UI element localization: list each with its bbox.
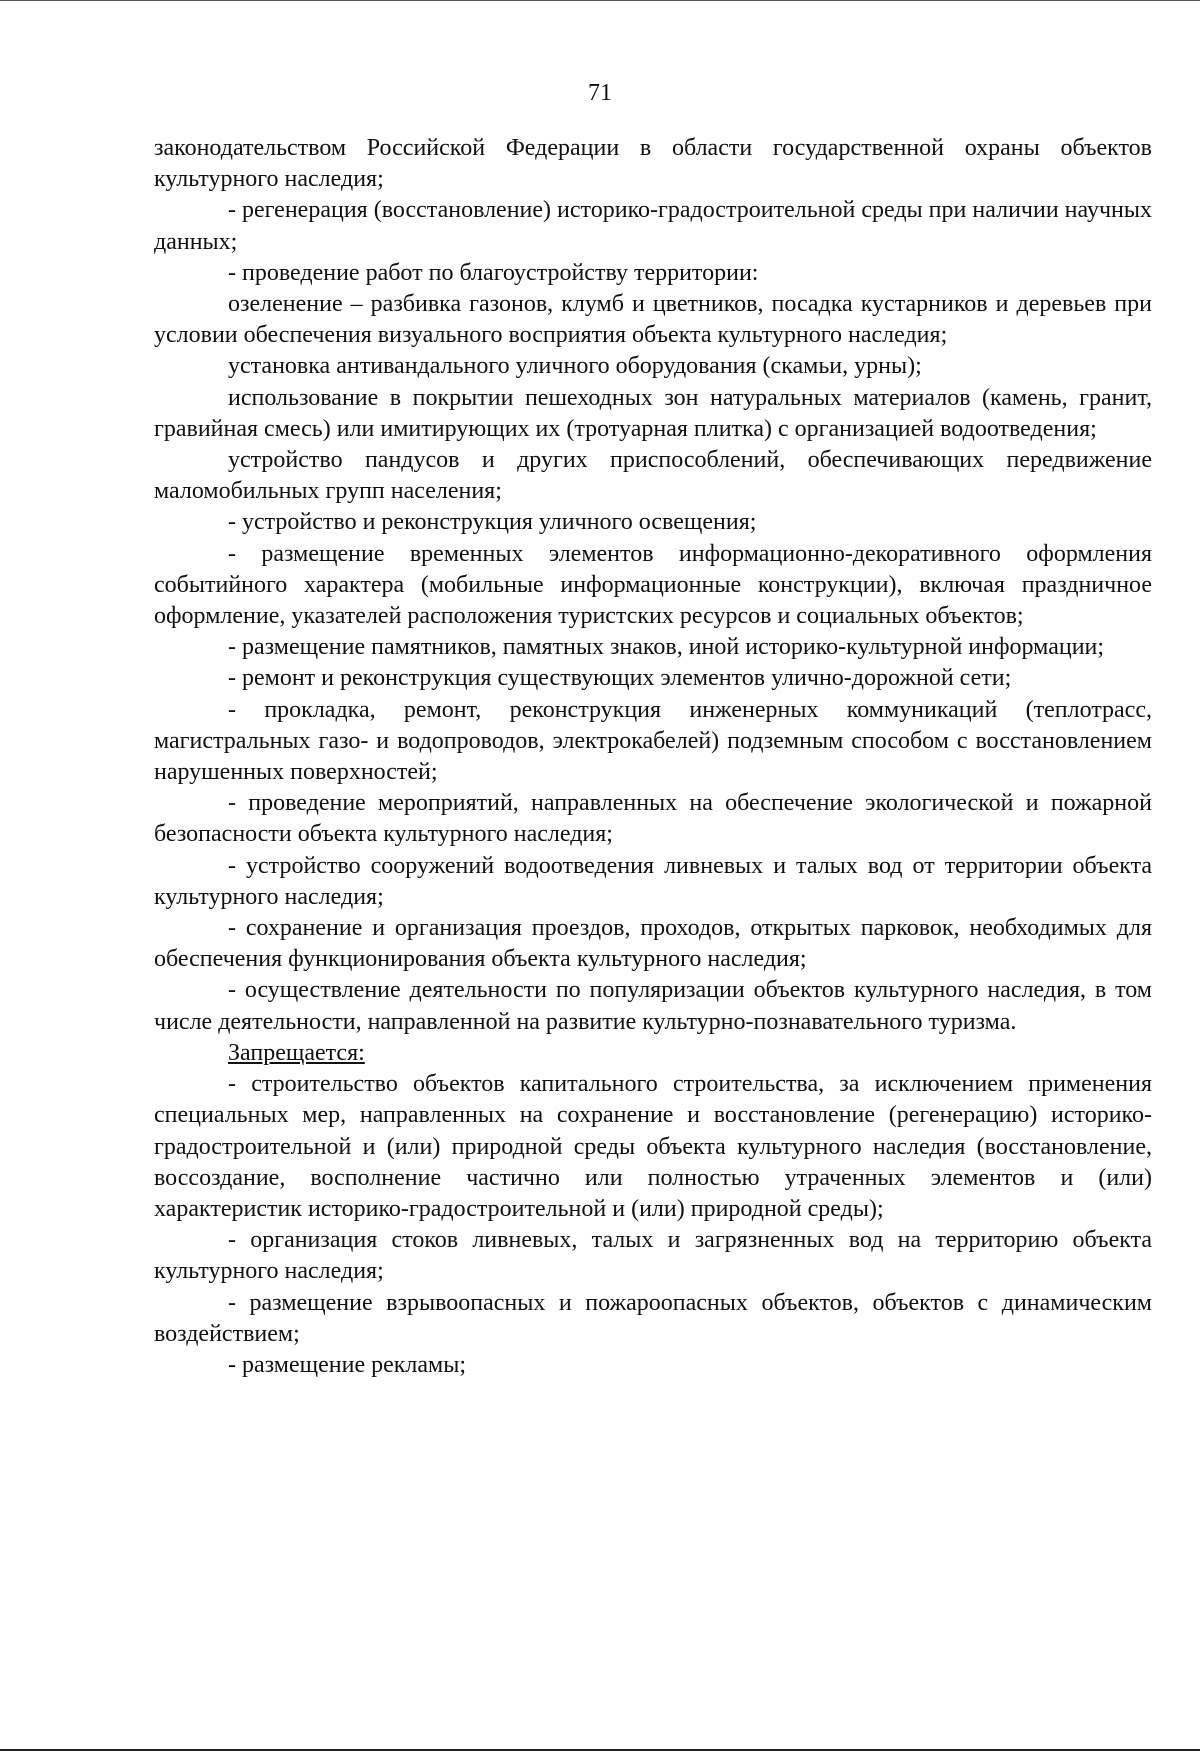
list-item: - строительство объектов капитального строительства, за исключением применения специальных мер, направленных на сохранение и восстановление (регенерацию) историко-градостроительной и (или) природной среды объекта культурного наследия (восстановление, воссоздание, восполнение частично или полностью утраченных элементов и (или) характеристик историко-градостроительной и (или) природной среды); [154, 1071, 1152, 1222]
list-item: - проведение мероприятий, направленных на обеспечение экологической и пожарной безопасности объекта культурного наследия; [154, 790, 1152, 848]
section-heading [154, 1038, 1152, 1069]
document-body [154, 133, 1152, 1381]
list-item: - размещение временных элементов информационно-декоративного оформления событийного характера (мобильные информационные конструкции), включая праздничное оформление, указателей расположения туристских ресурсов и социальных объектов; [154, 540, 1152, 630]
page-number: 71 [588, 80, 612, 106]
section-heading-text: Запрещается: [228, 1039, 365, 1066]
list-item: - проведение работ по благоустройству территории: [228, 259, 759, 286]
list-item: озеленение – разбивка газонов, клумб и цветников, посадка кустарников и деревьев при условии обеспечения визуального восприятия объекта культурного наследия; [154, 291, 1152, 349]
list-item: - размещение памятников, памятных знаков, иной историко-культурной информации; [228, 634, 1105, 661]
bottom-scan-line [0, 1749, 1200, 1751]
paragraph-continuation: законодательством Российской Федерации в области государственной охраны объектов культурного наследия; [154, 135, 1152, 193]
list-item: - осуществление деятельности по популяризации объектов культурного наследия, в том числе деятельности, направленной на развитие культурно-познавательного туризма. [154, 977, 1152, 1035]
list-item: устройство пандусов и других приспособлений, обеспечивающих передвижение маломобильных групп населения; [154, 447, 1152, 505]
list-item: - организация стоков ливневых, талых и загрязненных вод на территорию объекта культурного наследия; [154, 1227, 1152, 1285]
list-item: - ремонт и реконструкция существующих элементов улично-дорожной сети; [228, 665, 1012, 692]
list-item: - размещение взрывоопасных и пожароопасных объектов, объектов с динамическим воздействием; [154, 1289, 1152, 1347]
list-item: - регенерация (восстановление) историко-градостроительной среды при наличии научных данных; [154, 197, 1152, 255]
top-scan-line [0, 0, 1200, 1]
list-item: установка антивандального уличного оборудования (скамьи, урны); [228, 353, 922, 380]
list-item: - размещение рекламы; [228, 1351, 467, 1378]
list-item: - прокладка, ремонт, реконструкция инженерных коммуникаций (теплотрасс, магистральных газо- и водопроводов, электрокабелей) подземным способом с восстановлением нарушенных поверхностей; [154, 696, 1152, 786]
list-item: - устройство сооружений водоотведения ливневых и талых вод от территории объекта культурного наследия; [154, 852, 1152, 910]
list-item: использование в покрытии пешеходных зон натуральных материалов (камень, гранит, гравийная смесь) или имитирующих их (тротуарная плитка) с организацией водоотведения; [154, 384, 1152, 442]
list-item: - сохранение и организация проездов, проходов, открытых парковок, необходимых для обеспечения функционирования объекта культурного наследия; [154, 915, 1152, 973]
list-item: - устройство и реконструкция уличного освещения; [228, 509, 757, 536]
